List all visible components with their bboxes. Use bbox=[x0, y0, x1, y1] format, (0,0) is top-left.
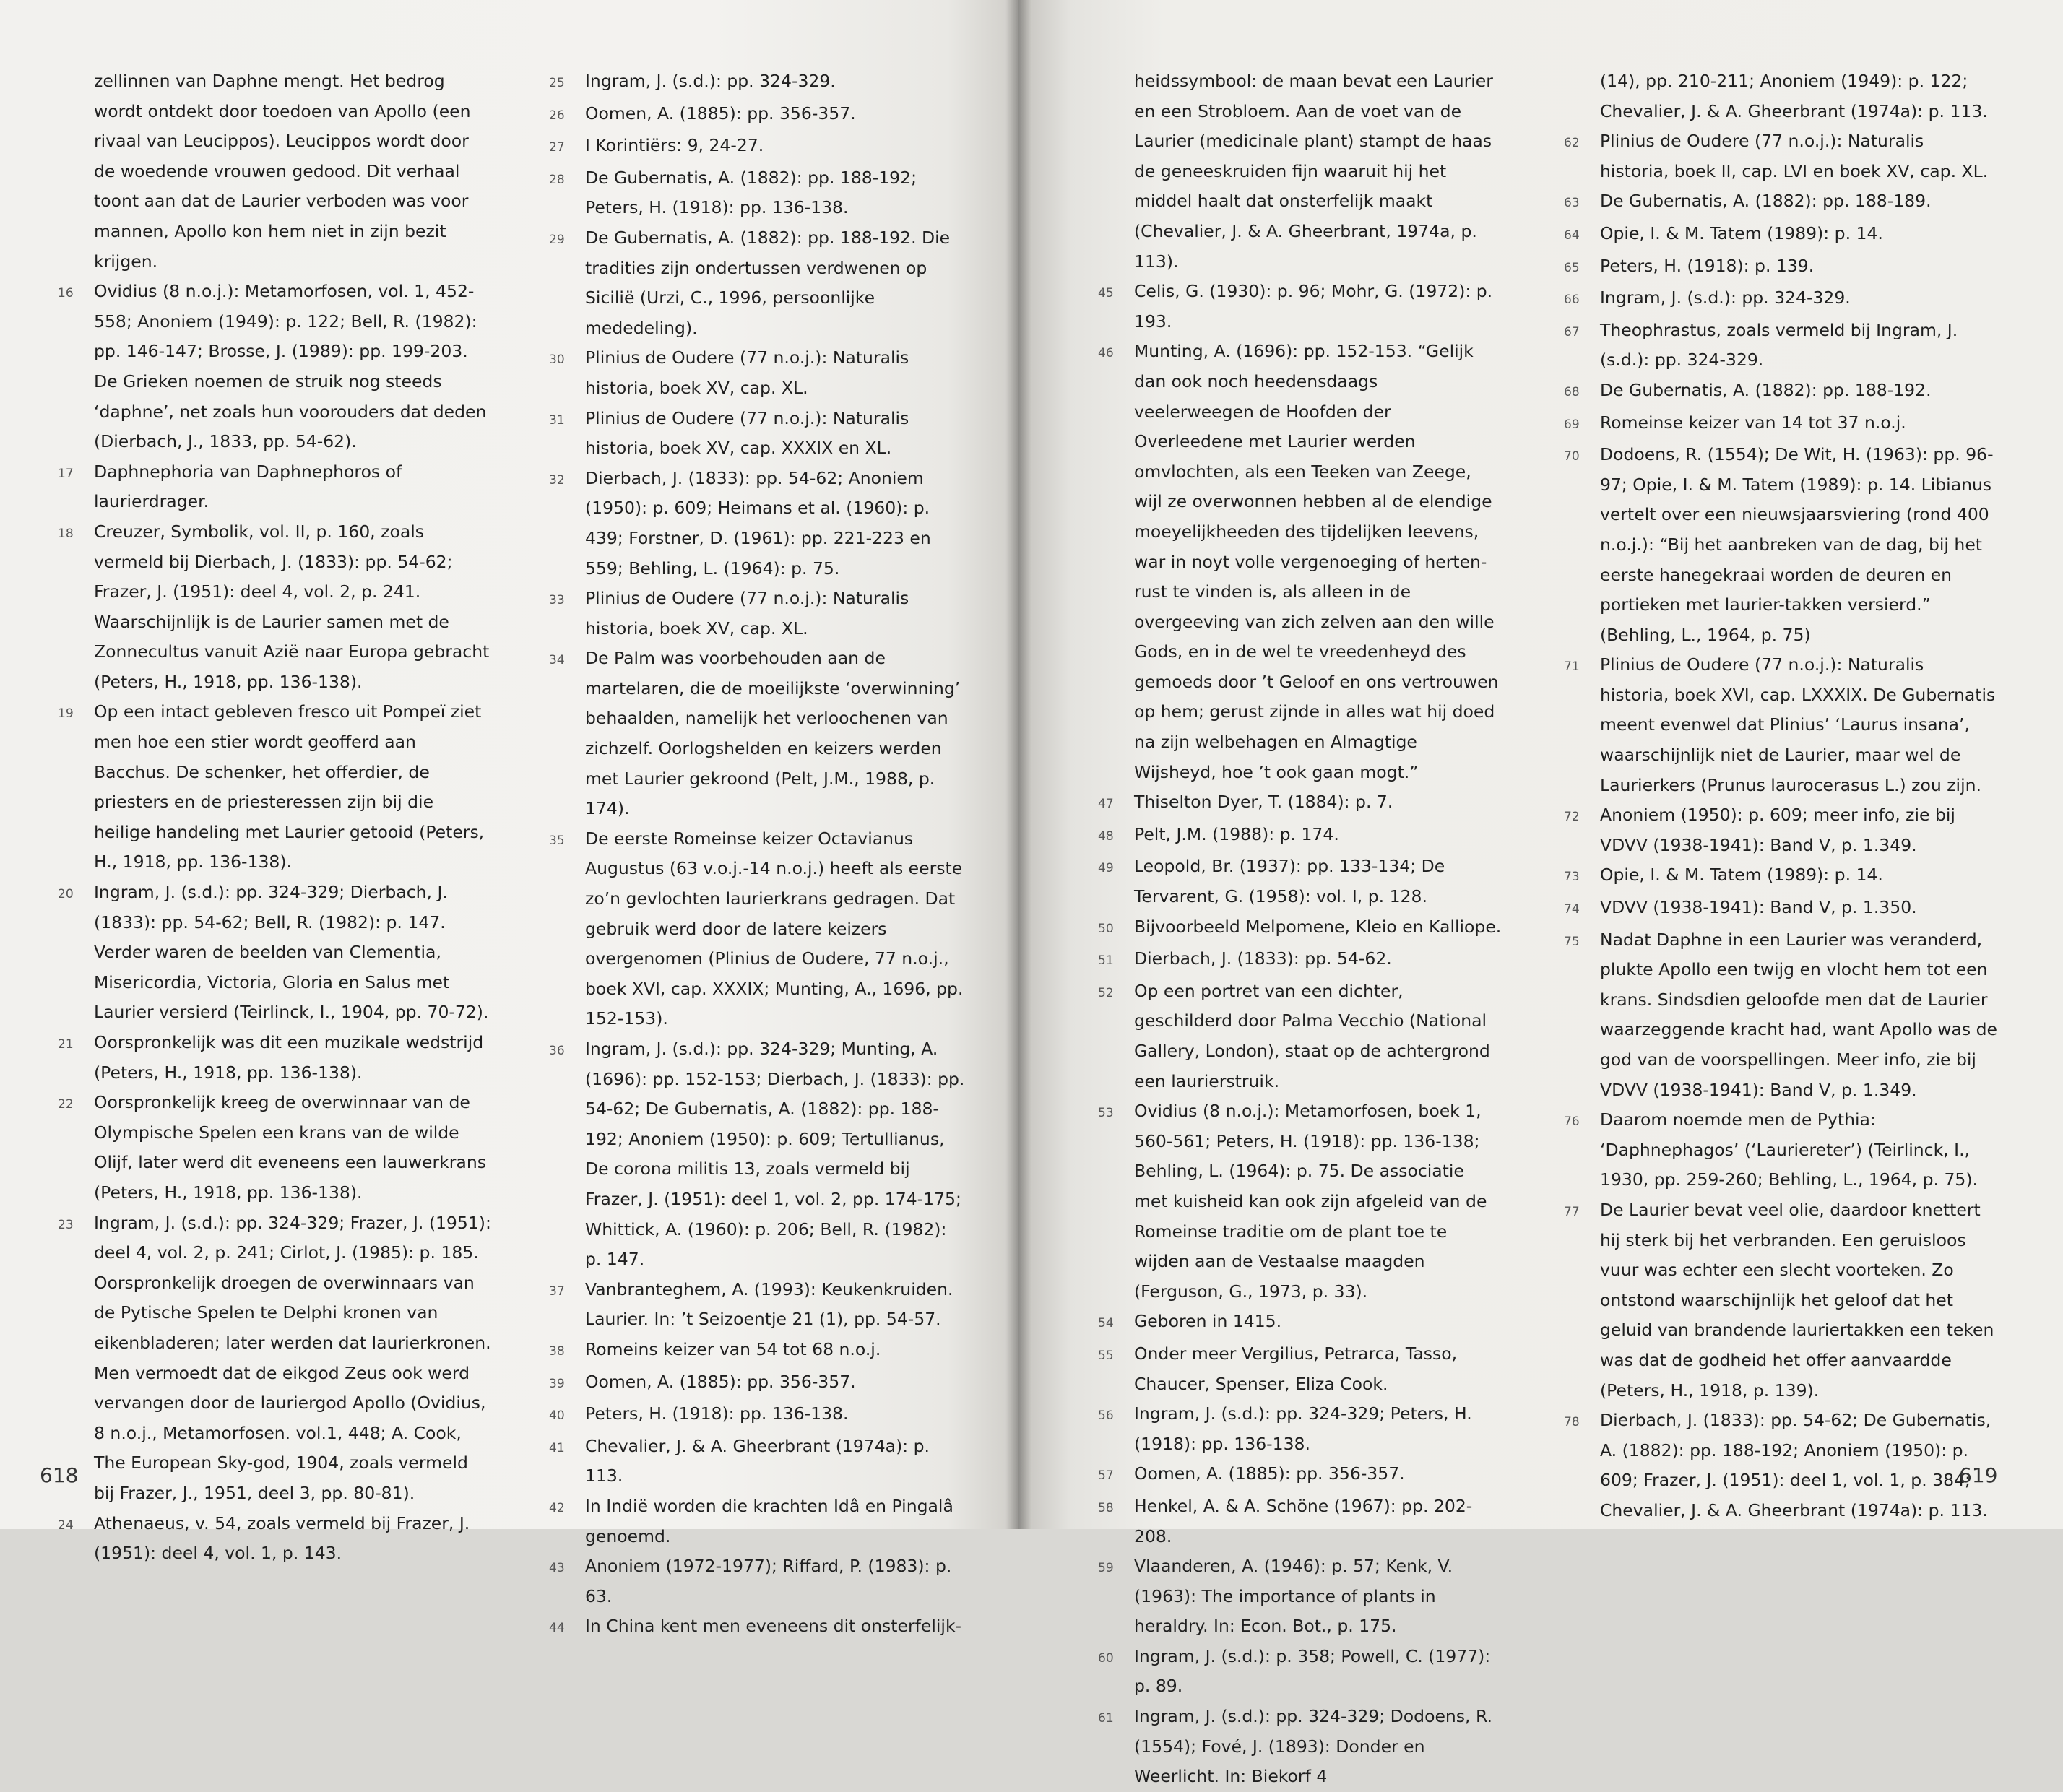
footnote-text: Peters, H. (1918): pp. 136-138. bbox=[585, 1403, 849, 1424]
footnote bbox=[549, 99, 968, 131]
footnote-text: Ingram, J. (s.d.): p. 358; Powell, C. (1977): p. 89. bbox=[1134, 1645, 1491, 1697]
footnote-number: 70 bbox=[1564, 449, 1580, 464]
footnote-number: 62 bbox=[1564, 136, 1580, 151]
footnote-number: 42 bbox=[549, 1500, 565, 1515]
footnote bbox=[549, 1432, 968, 1492]
footnote-text: Opie, I. & M. Tatem (1989): p. 14. bbox=[1600, 865, 1883, 886]
footnote bbox=[1098, 1399, 1502, 1459]
footnote-number: 72 bbox=[1564, 810, 1580, 825]
footnote-number: 54 bbox=[1098, 1316, 1114, 1331]
footnote bbox=[549, 1551, 968, 1611]
footnote-number: 29 bbox=[549, 232, 565, 247]
footnote bbox=[1098, 337, 1502, 787]
left-page bbox=[0, 0, 1018, 1637]
footnote-number: 69 bbox=[1564, 417, 1580, 432]
footnote bbox=[1564, 893, 1997, 925]
footnote-text: Leopold, Br. (1937): pp. 133-134; De Tervarent, G. (1958): vol. I, p. 128. bbox=[1134, 856, 1445, 907]
footnote-number: 52 bbox=[1098, 985, 1114, 1000]
footnote-text: Onder meer Vergilius, Petrarca, Tasso, Chaucer, Spenser, Eliza Cook. bbox=[1134, 1343, 1458, 1394]
footnote-number: 66 bbox=[1564, 293, 1580, 308]
footnote-number: 63 bbox=[1564, 196, 1580, 211]
footnote bbox=[1564, 251, 1997, 284]
footnote-number: 27 bbox=[549, 140, 565, 155]
footnote-text: Plinius de Oudere (77 n.o.j.): Naturalis historia, boek XV, cap. XXXIX en XL. bbox=[585, 407, 909, 459]
footnote-text: Athenaeus, v. 54, zoals vermeld bij Frazer, J. (1951): deel 4, vol. 1, p. 143. bbox=[94, 1512, 470, 1564]
page-number-left: 618 bbox=[40, 1463, 79, 1487]
footnote bbox=[1098, 852, 1502, 912]
footnote-number: 18 bbox=[58, 526, 74, 541]
footnote bbox=[549, 163, 968, 223]
note-continuation: heidssymbool: de maan bevat een Laurier en een Strobloem. Aan de voet van de Laurier (medicinale plant) stampt de haas de geneeskruiden fijn waaruit hij het middel haalt dat onsterfelijk maakt (Chevalier, J. & A. Gheerbrant, 1974a, p. 113). bbox=[1134, 71, 1493, 272]
footnote bbox=[1564, 1195, 1997, 1406]
footnote-text: Dodoens, R. (1554); De Wit, H. (1963): pp. 96-97; Opie, I. & M. Tatem (1989): p. 14. Libianus vertelt over een nieuwsjaarsviering (rond 400 n.o.j.): “Bij het aanbreken van de dag, bij het eerste hanegekraai worden de deuren en portieken met laurier-takken versierd.” (Behling, L., 1964, p. 75) bbox=[1600, 444, 1994, 645]
footnote-text: Henkel, A. & A. Schöne (1967): pp. 202-208. bbox=[1134, 1495, 1473, 1546]
footnote-number: 49 bbox=[1098, 861, 1114, 876]
footnote bbox=[1098, 1702, 1502, 1792]
footnote-number: 40 bbox=[549, 1408, 565, 1424]
footnote-number: 67 bbox=[1564, 324, 1580, 339]
footnote-number: 60 bbox=[1098, 1650, 1114, 1666]
footnote bbox=[1098, 1339, 1502, 1399]
footnote bbox=[549, 1611, 968, 1644]
footnote-number: 33 bbox=[549, 593, 565, 608]
footnote bbox=[1564, 650, 1997, 800]
footnote-number: 23 bbox=[58, 1217, 74, 1232]
footnote-number: 28 bbox=[549, 172, 565, 187]
footnote-text: De Gubernatis, A. (1882): pp. 188-192. Die tradities zijn ondertussen verdwenen op Sicilië (Urzi, C., 1996, persoonlijke mededeling). bbox=[585, 227, 951, 338]
footnote-number: 34 bbox=[549, 653, 565, 668]
footnote-text: Anoniem (1950): p. 609; meer info, zie bij VDVV (1938-1941): Band V, p. 1.349. bbox=[1600, 805, 1955, 855]
footnote-number: 78 bbox=[1564, 1415, 1580, 1430]
footnote-number: 41 bbox=[549, 1440, 565, 1455]
footnote-text: De Gubernatis, A. (1882): pp. 188-192. bbox=[1600, 379, 1932, 400]
footnote bbox=[1564, 1105, 1997, 1195]
footnote bbox=[1098, 1492, 1502, 1551]
footnote-text: Plinius de Oudere (77 n.o.j.): Naturalis historia, boek XVI, cap. LXXXIX. De Gubernatis meent evenwel dat Plinius’ ‘Laurus insana’, waarschijnlijk niet de Laurier, maar wel de Laurierkers (Prunus laurocerasus L.) zou zijn. bbox=[1600, 654, 1996, 795]
footnote-number: 59 bbox=[1098, 1561, 1114, 1576]
footnote-text: Ingram, J. (s.d.): pp. 324-329; Dodoens, R. (1554); Fové, J. (1893): Donder en Weerlicht. In: Biekorf 4 bbox=[1134, 1706, 1492, 1787]
footnote bbox=[1564, 126, 1997, 186]
page-number-right: 619 bbox=[1959, 1463, 1998, 1487]
footnote-text: In China kent men eveneens dit onsterfelijk- bbox=[585, 1616, 962, 1637]
footnote bbox=[549, 584, 968, 644]
footnote-number: 19 bbox=[58, 706, 74, 722]
footnote bbox=[1564, 186, 1997, 219]
footnote-text: Celis, G. (1930): p. 96; Mohr, G. (1972): p. 193. bbox=[1134, 281, 1493, 332]
footnote-number: 38 bbox=[549, 1343, 565, 1359]
footnote bbox=[549, 1367, 968, 1400]
footnote bbox=[1564, 440, 1997, 650]
footnote bbox=[1564, 219, 1997, 251]
footnote-text: Ovidius (8 n.o.j.): Metamorfosen, boek 1, 560-561; Peters, H. (1918): pp. 136-138; Behling, L. (1964): p. 75. De associatie met kuisheid kan ook zijn afgeleid van de Romeinse traditie om de plant toe te wijden aan de Vestaalse maagden (Ferguson, G., 1973, p. 33). bbox=[1134, 1101, 1487, 1302]
footnote-number: 53 bbox=[1098, 1106, 1114, 1121]
footnote-number: 17 bbox=[58, 466, 74, 481]
footnote-text: Nadat Daphne in een Laurier was veranderd, plukte Apollo een twijg en vlocht hem tot een krans. Sindsdien geloofde men dat de Laurier waarzeggende kracht had, want Apollo was de god van de voorspellingen. Meer info, zie bij VDVV (1938-1941): Band V, p. 1.349. bbox=[1600, 929, 1998, 1100]
footnote-text: De Gubernatis, A. (1882): pp. 188-189. bbox=[1600, 191, 1932, 212]
footnote-text: Ingram, J. (s.d.): pp. 324-329; Munting, A. (1696): pp. 152-153; Dierbach, J. (1833): pp. 54-62; De Gubernatis, A. (1882): pp. 188-192; Anoniem (1950): p. 609; Tertullianus, De corona militis 13, zoals vermeld bij Frazer, J. (1951): deel 1, vol. 2, pp. 174-175; Whittick, A. (1960): p. 206; Bell, R. (1982): p. 147. bbox=[585, 1039, 965, 1270]
footnote-number: 16 bbox=[58, 286, 74, 301]
footnote-text: Ingram, J. (s.d.): pp. 324-329; Peters, H. (1918): pp. 136-138. bbox=[1134, 1403, 1472, 1454]
footnote bbox=[58, 697, 491, 878]
footnote bbox=[58, 1509, 491, 1569]
footnote-text: De Gubernatis, A. (1882): pp. 188-192; Peters, H. (1918): pp. 136-138. bbox=[585, 167, 917, 218]
footnote bbox=[1564, 800, 1997, 860]
footnote-text: Oorspronkelijk kreeg de overwinnaar van de Olympische Spelen een krans van de wilde Olijf, later werd dit eveneens een lauwerkrans (Peters, H., 1918, pp. 136-138). bbox=[94, 1092, 486, 1203]
footnote bbox=[549, 1492, 968, 1551]
footnote-text: Plinius de Oudere (77 n.o.j.): Naturalis historia, boek II, cap. LVI en boek XV, cap. XL. bbox=[1600, 131, 1989, 181]
footnote-number: 61 bbox=[1098, 1711, 1114, 1726]
footnote-text: Munting, A. (1696): pp. 152-153. “Gelijk dan ook noch heedensdaags veelerweegen de Hoofden der Overleedene met Laurier werden omvlochten, als een Teeken van Zeege, wijl ze overwonnen hebben al de elendige moeyelijkheeden des tijdelijken leevens, war in noyt volle vergenoeging of herten-rust te vinden is, als alleen in de overgeeving van zich zelven aan den wille Gods, en in de wel te vreedenheyd des gemoeds door ’t Geloof en ons vertrouwen op hem; gerust zijnde in alles wat hij doed na zijn welbehagen en Almagtige Wijsheyd, hoe ’t ook gaan mogt.” bbox=[1134, 341, 1499, 782]
footnote-number: 57 bbox=[1098, 1468, 1114, 1484]
footnote bbox=[1098, 820, 1502, 852]
footnote bbox=[1564, 316, 1997, 376]
footnote-number: 68 bbox=[1564, 384, 1580, 399]
right-page-column-2 bbox=[1564, 66, 1997, 1526]
footnote-text: Bijvoorbeeld Melpomene, Kleio en Kalliope. bbox=[1134, 916, 1502, 937]
footnote-text: Plinius de Oudere (77 n.o.j.): Naturalis historia, boek XV, cap. XL. bbox=[585, 588, 909, 639]
footnote-number: 36 bbox=[549, 1044, 565, 1058]
footnote-text: De Laurier bevat veel olie, daardoor knettert hij sterk bij het verbranden. Een geruisloos vuur was echter een slecht voorteken. Zo ontstond waarschijnlijk het geloof dat het geluid van brandende lauriertakken een teken was dat de godheid het offer aanvaardde (Peters, H., 1918, p. 139). bbox=[1600, 1199, 1994, 1401]
right-page-column-1 bbox=[1098, 66, 1502, 1792]
footnote-text: Op een intact gebleven fresco uit Pompeï ziet men hoe een stier wordt geofferd aan Bacchus. De schenker, het offerdier, de priesters en de priesteressen zijn bij die heilige handeling met Laurier getooid (Peters, H., 1918, pp. 136-138). bbox=[94, 701, 485, 873]
footnote-text: VDVV (1938-1941): Band V, p. 1.350. bbox=[1600, 897, 1917, 918]
footnote-text: I Korintiërs: 9, 24-27. bbox=[585, 135, 764, 156]
footnote-text: Thiselton Dyer, T. (1884): p. 7. bbox=[1134, 792, 1393, 813]
footnote bbox=[549, 66, 968, 99]
right-page bbox=[1018, 0, 2063, 1787]
footnote-text: Oorspronkelijk was dit een muzikale wedstrijd (Peters, H., 1918, pp. 136-138). bbox=[94, 1032, 484, 1083]
footnote bbox=[1098, 277, 1502, 337]
footnote bbox=[1564, 860, 1997, 893]
footnote bbox=[1564, 283, 1997, 316]
footnote bbox=[58, 1208, 491, 1509]
footnote bbox=[58, 517, 491, 698]
footnote bbox=[1564, 925, 1997, 1106]
footnote-text: Oomen, A. (1885): pp. 356-357. bbox=[585, 103, 856, 124]
footnote bbox=[549, 1034, 968, 1275]
footnote bbox=[1098, 1096, 1502, 1307]
footnote-text: Chevalier, J. & A. Gheerbrant (1974a): p. 113. bbox=[585, 1435, 930, 1486]
footnote-number: 76 bbox=[1564, 1114, 1580, 1130]
footnote-text: Dierbach, J. (1833): pp. 54-62; Anoniem (1950): p. 609; Heimans et al. (1960): p. 439; Forstner, D. (1961): pp. 221-223 en 559; Behling, L. (1964): p. 75. bbox=[585, 467, 931, 579]
footnote bbox=[1098, 944, 1502, 977]
footnote-number: 47 bbox=[1098, 797, 1114, 812]
footnote-number: 58 bbox=[1098, 1500, 1114, 1515]
left-page-column-2 bbox=[549, 66, 968, 1644]
footnote-number: 55 bbox=[1098, 1348, 1114, 1363]
footnote bbox=[549, 131, 968, 163]
footnote-number: 32 bbox=[549, 472, 565, 488]
footnote bbox=[1098, 1551, 1502, 1642]
footnote bbox=[1098, 912, 1502, 945]
footnote-text: Ingram, J. (s.d.): pp. 324-329. bbox=[585, 71, 836, 91]
footnote-text: Ovidius (8 n.o.j.): Metamorfosen, vol. 1, 452-558; Anoniem (1949): p. 122; Bell, R. (1982): pp. 146-147; Brosse, J. (1989): pp. 199-203. De Grieken noemen de struik nog steeds ‘daphne’, net zoals hun voorouders dat deden (Dierbach, J., 1833, pp. 54-62). bbox=[94, 281, 487, 452]
footnote bbox=[549, 464, 968, 584]
footnote bbox=[1564, 408, 1997, 441]
footnote bbox=[58, 277, 491, 457]
footnote-number: 24 bbox=[58, 1518, 74, 1533]
book-gutter-shadow bbox=[1005, 0, 1032, 1529]
note-continuation: zellinnen van Daphne mengt. Het bedrog wordt ontdekt door toedoen van Apollo (een rivaal van Leucippos). Leucippos wordt door de woedende vrouwen gedood. Dit verhaal toont aan dat de Laurier verboden was voor mannen, Apollo kon hem niet in zijn bezit krijgen. bbox=[94, 71, 471, 272]
footnote-number: 25 bbox=[549, 76, 565, 90]
footnote bbox=[1098, 1307, 1502, 1339]
footnote-number: 37 bbox=[549, 1284, 565, 1299]
footnote-text: De eerste Romeinse keizer Octavianus Augustus (63 v.o.j.-14 n.o.j.) heeft als eerste zo’n gevlochten laurierkrans gedragen. Dat gebruik werd door de latere keizers overgenomen (Plinius de Oudere, 77 n.o.j., boek XVI, cap. XXXIX; Munting, A., 1696, pp. 152-153). bbox=[585, 828, 964, 1029]
left-page-column-1 bbox=[58, 66, 491, 1569]
footnote-text: Vlaanderen, A. (1946): p. 57; Kenk, V. (1963): The importance of plants in heraldry. In: Econ. Bot., p. 175. bbox=[1134, 1556, 1453, 1637]
footnote-number: 26 bbox=[549, 108, 565, 123]
footnote-number: 65 bbox=[1564, 260, 1580, 275]
footnote-number: 45 bbox=[1098, 286, 1114, 301]
footnote-text: Ingram, J. (s.d.): pp. 324-329. bbox=[1600, 287, 1851, 308]
footnote-text: Peters, H. (1918): p. 139. bbox=[1600, 255, 1815, 276]
footnote-number: 20 bbox=[58, 887, 74, 902]
footnote-text: Daphnephoria van Daphnephoros of laurierdrager. bbox=[94, 461, 402, 512]
footnote-text: Ingram, J. (s.d.): pp. 324-329; Frazer, J. (1951): deel 4, vol. 2, p. 241; Cirlot, J. (1985): p. 185. Oorspronkelijk droegen de overwinnaars van de Pytische Spelen te Delphi kronen van eikenbladeren; later werden dat laurierkronen. Men vermoedt dat de eikgod Zeus ook werd vervangen door de lauriergod Apollo (Ovidius, 8 n.o.j., Metamorfosen. vol.1, 448; A. Cook, The European Sky-god, 1904, zoals vermeld bij Frazer, J., 1951, deel 3, pp. 80-81). bbox=[94, 1212, 491, 1503]
footnote-number: 64 bbox=[1564, 228, 1580, 243]
footnote-text: Pelt, J.M. (1988): p. 174. bbox=[1134, 823, 1339, 844]
footnote-number: 39 bbox=[549, 1376, 565, 1391]
footnote-number: 74 bbox=[1564, 902, 1580, 917]
footnote-text: De Palm was voorbehouden aan de martelaren, die de moeilijkste ‘overwinning’ behaalden, namelijk het verloochenen van zichzelf. Oorlogshelden en keizers werden met Laurier gekroond (Pelt, J.M., 1988, p. 174). bbox=[585, 648, 961, 819]
footnote-number: 56 bbox=[1098, 1408, 1114, 1424]
footnote bbox=[1098, 1642, 1502, 1702]
footnote bbox=[1098, 1459, 1502, 1492]
footnote bbox=[1098, 977, 1502, 1096]
footnote-number: 50 bbox=[1098, 921, 1114, 936]
footnote-text: Creuzer, Symbolik, vol. II, p. 160, zoals vermeld bij Dierbach, J. (1833): pp. 54-62; Frazer, J. (1951): deel 4, vol. 2, p. 241. Waarschijnlijk is de Laurier samen met de Zonnecultus vanuit Azië naar Europa gebracht (Peters, H., 1918, pp. 136-138). bbox=[94, 521, 490, 692]
footnote bbox=[1098, 787, 1502, 820]
footnote bbox=[549, 1335, 968, 1367]
footnote-number: 21 bbox=[58, 1037, 74, 1052]
footnote bbox=[549, 1399, 968, 1432]
footnote bbox=[549, 404, 968, 464]
footnote-number: 44 bbox=[549, 1621, 565, 1636]
footnote-number: 46 bbox=[1098, 346, 1114, 361]
footnote-text: Geboren in 1415. bbox=[1134, 1311, 1282, 1332]
footnote-number: 43 bbox=[549, 1561, 565, 1576]
footnote-text: Opie, I. & M. Tatem (1989): p. 14. bbox=[1600, 222, 1883, 243]
footnote-text: Anoniem (1972-1977); Riffard, P. (1983): p. 63. bbox=[585, 1556, 952, 1606]
footnote-number: 30 bbox=[549, 352, 565, 368]
footnote bbox=[58, 1088, 491, 1208]
footnote bbox=[58, 1028, 491, 1088]
footnote-text: Daarom noemde men de Pythia: ‘Daphnephagos’ (‘Lauriereter’) (Teirlinck, I., 1930, pp. 259-260; Behling, L., 1964, p. 75). bbox=[1600, 1109, 1978, 1190]
footnote bbox=[58, 878, 491, 1028]
footnote-number: 71 bbox=[1564, 659, 1580, 675]
footnote bbox=[549, 1275, 968, 1335]
footnote-number: 75 bbox=[1564, 934, 1580, 949]
footnote-number: 22 bbox=[58, 1097, 74, 1112]
footnote-text: Plinius de Oudere (77 n.o.j.): Naturalis historia, boek XV, cap. XL. bbox=[585, 347, 909, 398]
footnote-text: In Indië worden die krachten Idâ en Pingalâ genoemd. bbox=[585, 1495, 953, 1546]
footnote-number: 77 bbox=[1564, 1204, 1580, 1219]
note-continuation: (14), pp. 210-211; Anoniem (1949): p. 122; Chevalier, J. & A. Gheerbrant (1974a): p. 113. bbox=[1600, 71, 1988, 121]
footnote-text: Dierbach, J. (1833): pp. 54-62. bbox=[1134, 948, 1392, 969]
footnote-number: 73 bbox=[1564, 870, 1580, 885]
footnote-text: Theophrastus, zoals vermeld bij Ingram, J. (s.d.): pp. 324-329. bbox=[1600, 319, 1958, 371]
footnote bbox=[549, 824, 968, 1034]
footnote bbox=[549, 223, 968, 343]
footnote bbox=[58, 457, 491, 517]
footnote bbox=[1564, 1406, 1997, 1525]
footnote-text: Ingram, J. (s.d.): pp. 324-329; Dierbach, J. (1833): pp. 54-62; Bell, R. (1982): p. 147. Verder waren de beelden van Clementia, Misericordia, Victoria, Gloria en Salus met Laurier versierd (Teirlinck, I., 1904, pp. 70-72). bbox=[94, 882, 489, 1023]
footnote-number: 31 bbox=[549, 412, 565, 428]
footnote-text: Romeins keizer van 54 tot 68 n.o.j. bbox=[585, 1338, 881, 1359]
footnote-number: 35 bbox=[549, 833, 565, 848]
footnote-text: Oomen, A. (1885): pp. 356-357. bbox=[1134, 1463, 1405, 1484]
footnote-text: Op een portret van een dichter, geschilderd door Palma Vecchio (National Gallery, London), staat op de achtergrond een laurierstruik. bbox=[1134, 980, 1490, 1091]
footnote bbox=[1564, 376, 1997, 408]
footnote-text: Vanbranteghem, A. (1993): Keukenkruiden. Laurier. In: ’t Seizoentje 21 (1), pp. 54-57. bbox=[585, 1278, 953, 1330]
footnote-text: Dierbach, J. (1833): pp. 54-62; De Gubernatis, A. (1882): pp. 188-192; Anoniem (1950): p. 609; Frazer, J. (1951): deel 1, vol. 1, p. 384; Chevalier, J. & A. Gheerbrant (1974a): p. 113. bbox=[1600, 1410, 1991, 1520]
footnote bbox=[549, 644, 968, 824]
footnote-number: 51 bbox=[1098, 953, 1114, 969]
footnote-text: Oomen, A. (1885): pp. 356-357. bbox=[585, 1371, 856, 1392]
footnote-text: Romeinse keizer van 14 tot 37 n.o.j. bbox=[1600, 412, 1906, 433]
footnote-number: 48 bbox=[1098, 828, 1114, 844]
footnote bbox=[549, 343, 968, 403]
